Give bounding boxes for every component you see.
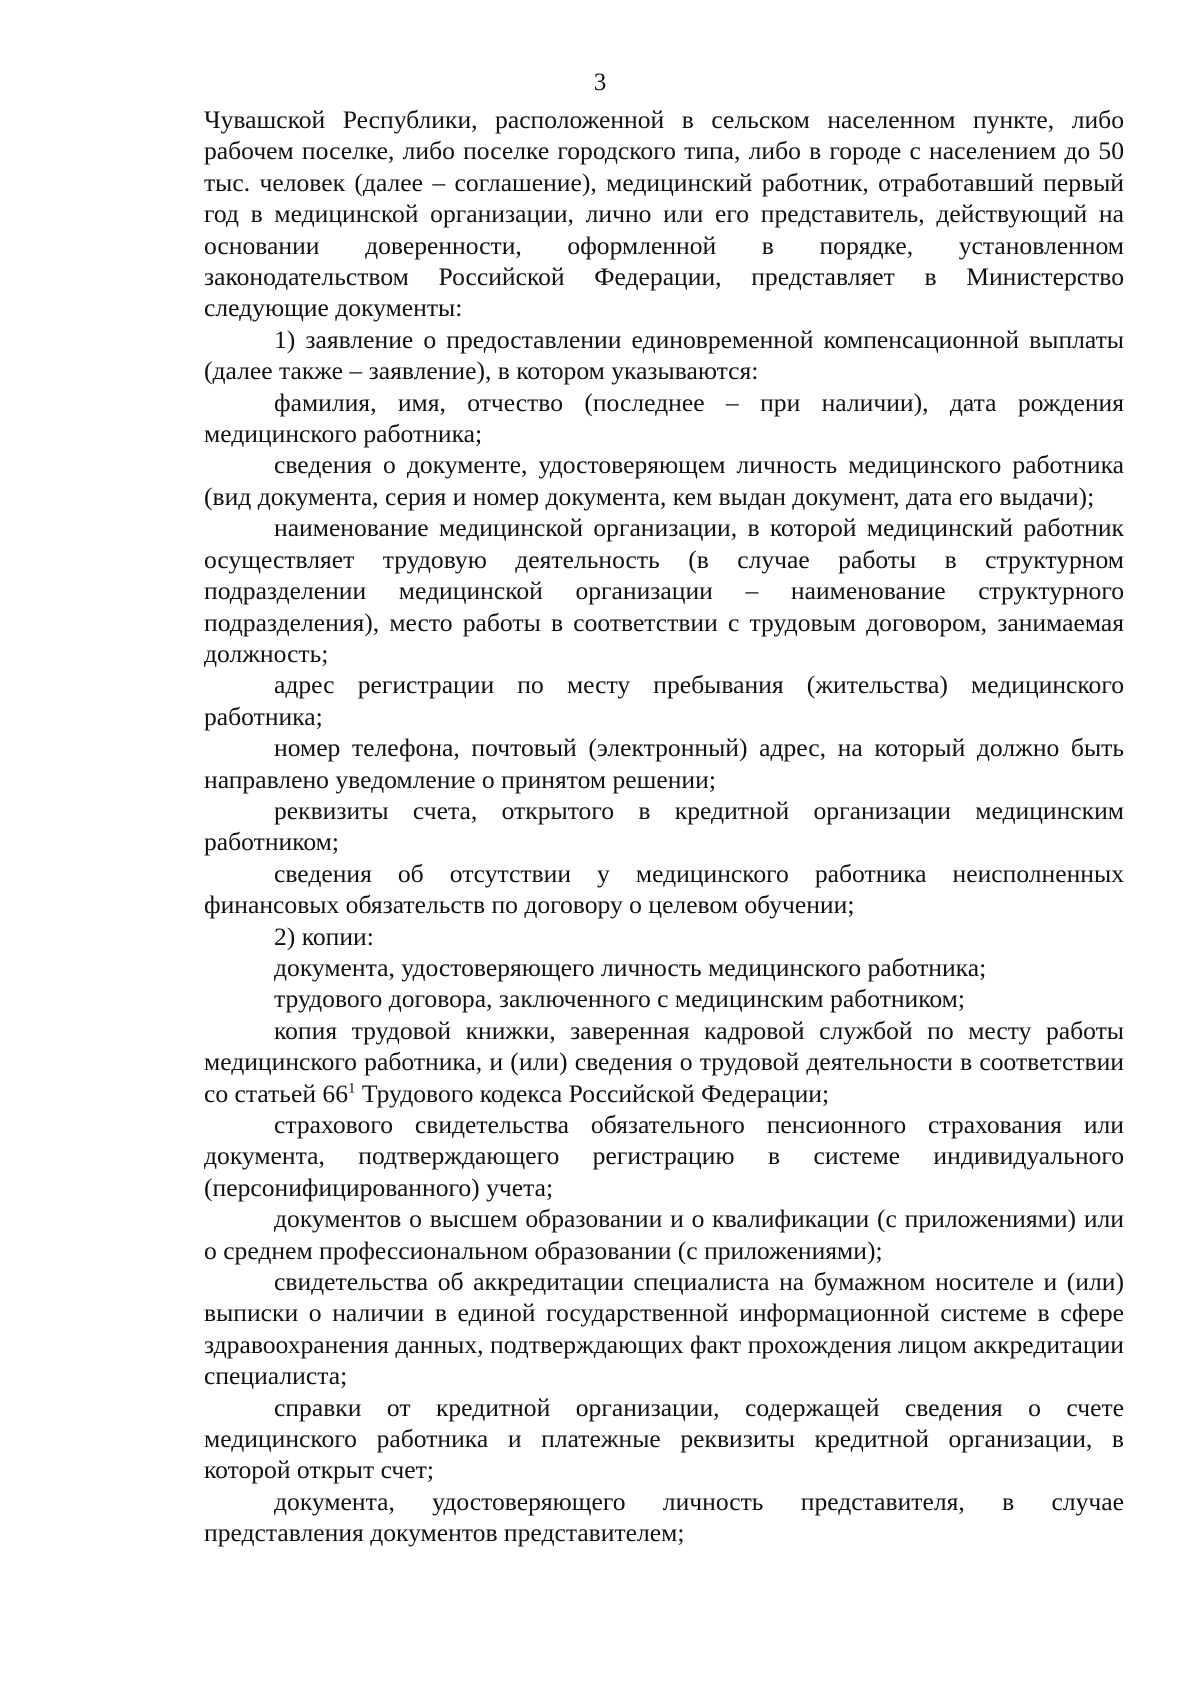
work-book-text: копия трудовой книжки, заверенная кадровой службой по месту работы медицинского работника, и (или) сведения о трудовой деятельности в соответствии со статьей 66 xyxy=(204,1015,1124,1108)
paragraph-labor-contract: трудового договора, заключенного с медицинским работником; xyxy=(274,984,965,1014)
paragraph-intro: Чувашской Республики, расположенной в сельском населенном пункте, либо рабочем поселке, либо поселке городского типа, либо в городе с населением до 50 тыс. человек (далее – соглашение), медицинский работник, отработавший первый год в медицинской организации, лично или его представитель, действующий на основании доверенности, оформленной в порядке, установленном законодательством Российской Федерации, представляет в Министерство следующие документы: xyxy=(204,105,1124,323)
paragraph-pension-insurance: страхового свидетельства обязательного пенсионного страхования или документа, подтверждающего регистрацию в системе индивидуального (персонифицированного) учета; xyxy=(204,1110,1124,1202)
paragraph-item-2: 2) копии: xyxy=(274,921,374,951)
paragraph-organization: наименование медицинской организации, в которой медицинский работник осуществляет трудовую деятельность (в случае работы в структурном подразделении медицинской организации – наименование структурного подразделения), место работы в соответствии с трудовым договором, занимаемая должность; xyxy=(204,513,1124,668)
work-book-text-end: Трудового кодекса Российской Федерации; xyxy=(355,1078,830,1108)
page-number: 3 xyxy=(593,69,607,96)
paragraph-identity-document: сведения о документе, удостоверяющем личность медицинского работника (вид документа, серия и номер документа, кем выдан документ, дата его выдачи); xyxy=(204,450,1124,511)
paragraph-phone: номер телефона, почтовый (электронный) адрес, на который должно быть направлено уведомление о принятом решении; xyxy=(204,733,1124,794)
paragraph-education: документов о высшем образовании и о квалификации (с приложениями) или о среднем профессиональном образовании (с приложениями); xyxy=(204,1204,1124,1265)
paragraph-item-1: 1) заявление о предоставлении единовременной компенсационной выплаты (далее также – заявление), в котором указываются: xyxy=(204,324,1124,386)
paragraph-address: адрес регистрации по месту пребывания (жительства) медицинского работника; xyxy=(204,670,1124,731)
paragraph-full-name: фамилия, имя, отчество (последнее – при наличии), дата рождения медицинского работника; xyxy=(204,387,1124,449)
document-body xyxy=(204,104,1124,1549)
paragraph-accreditation: свидетельства об аккредитации специалиста на бумажном носителе и (или) выписки о наличии в единой государственной информационной системе в сфере здравоохранения данных, подтверждающих факт прохождения лицом аккредитации специалиста; xyxy=(204,1267,1124,1391)
paragraph-obligations: сведения об отсутствии у медицинского работника неисполненных финансовых обязательств по договору о целевом обучении; xyxy=(204,858,1124,920)
paragraph-bank-statement: справки от кредитной организации, содержащей сведения о счете медицинского работника и платежные реквизиты кредитной организации, в которой открыт счет; xyxy=(204,1392,1124,1485)
article-superscript: 1 xyxy=(348,1080,356,1097)
paragraph-work-book xyxy=(204,1015,1124,1109)
paragraph-bank-account: реквизиты счета, открытого в кредитной организации медицинским работником; xyxy=(204,795,1124,857)
paragraph-identity-copy: документа, удостоверяющего личность медицинского работника; xyxy=(274,952,987,982)
paragraph-representative: документа, удостоверяющего личность представителя, в случае представления документов представителем; xyxy=(204,1486,1124,1548)
